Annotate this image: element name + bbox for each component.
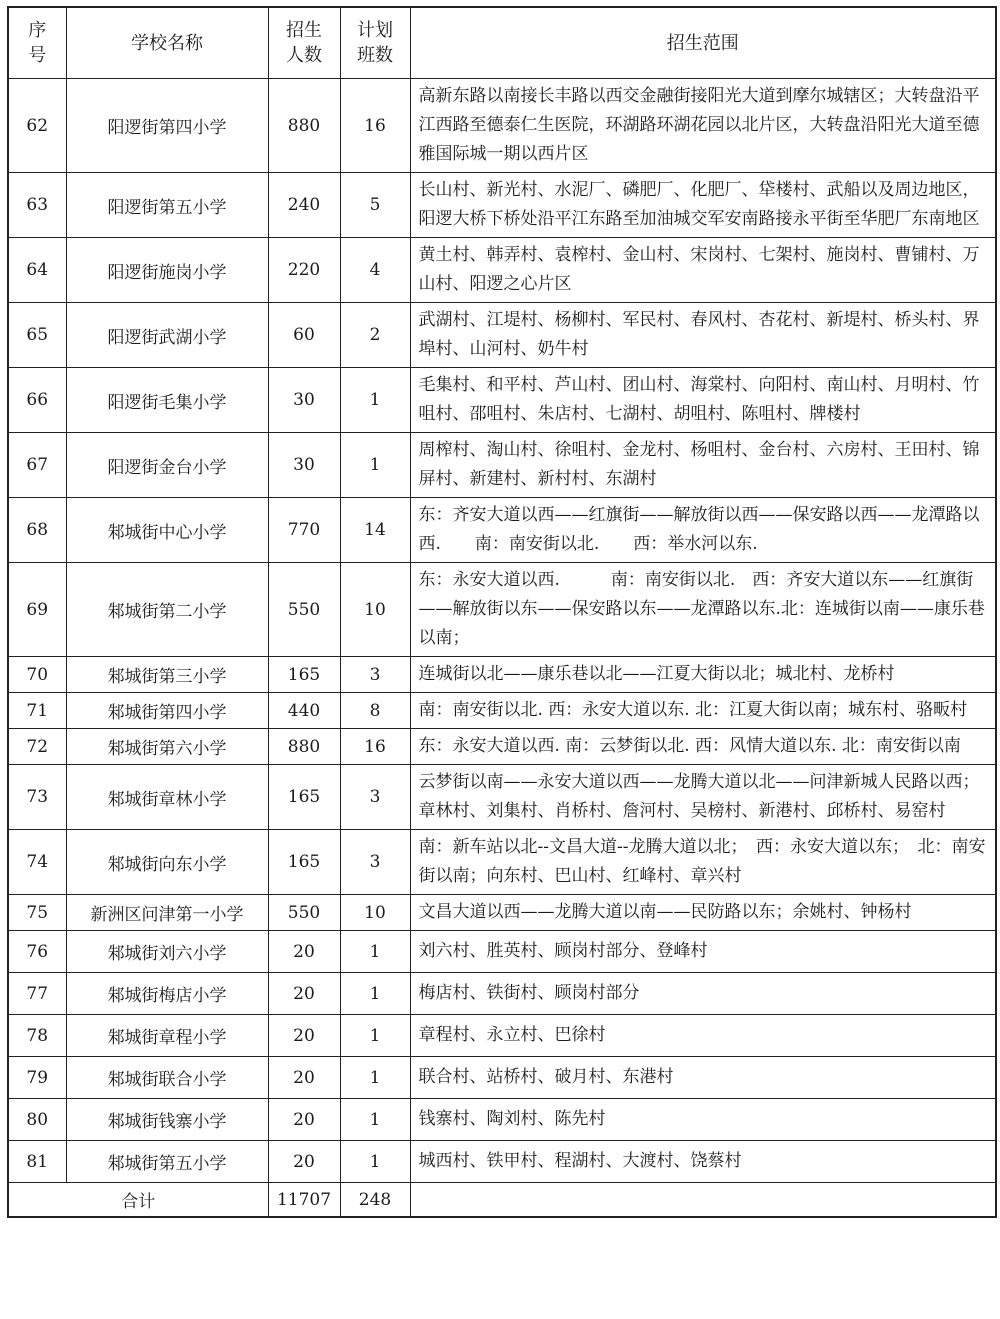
table-row [8,303,996,368]
cell-classes: 10 [340,895,410,931]
total-row [8,1183,996,1218]
cell-classes: 2 [340,303,410,368]
cell-enroll: 165 [268,830,340,895]
cell-enroll: 220 [268,238,340,303]
table-row [8,729,996,765]
cell-enroll: 165 [268,765,340,830]
cell-school: 邾城街第三小学 [66,657,268,693]
cell-range: 南：南安街以北. 西：永安大道以东. 北：江夏大街以南；城东村、骆畈村 [410,693,996,729]
header-range: 招生范围 [410,7,996,79]
table-row [8,173,996,238]
total-classes: 248 [340,1183,410,1218]
table-row [8,563,996,657]
cell-school: 邾城街向东小学 [66,830,268,895]
cell-seq: 66 [8,368,66,433]
table-row [8,368,996,433]
table-row [8,1015,996,1057]
cell-classes: 14 [340,498,410,563]
header-seq: 序号 [8,7,66,79]
table-row [8,238,996,303]
cell-range: 钱寨村、陶刘村、陈先村 [410,1099,996,1141]
cell-classes: 3 [340,765,410,830]
cell-seq: 63 [8,173,66,238]
cell-enroll: 20 [268,1099,340,1141]
cell-school: 阳逻街第四小学 [66,79,268,173]
cell-classes: 1 [340,1099,410,1141]
cell-classes: 3 [340,657,410,693]
cell-school: 邾城街章林小学 [66,765,268,830]
cell-seq: 76 [8,931,66,973]
cell-seq: 72 [8,729,66,765]
total-range-empty [410,1183,996,1218]
cell-school: 阳逻街武湖小学 [66,303,268,368]
cell-range: 长山村、新光村、水泥厂、磷肥厂、化肥厂、牮楼村、武船以及周边地区，阳逻大桥下桥处沿平江东路至加油城交军安南路接永平街至华肥厂东南地区 [410,173,996,238]
cell-enroll: 880 [268,79,340,173]
table-row [8,895,996,931]
cell-school: 邾城街第六小学 [66,729,268,765]
cell-classes: 5 [340,173,410,238]
cell-range: 连城街以北——康乐巷以北——江夏大街以北；城北村、龙桥村 [410,657,996,693]
cell-range: 章程村、永立村、巴徐村 [410,1015,996,1057]
cell-seq: 74 [8,830,66,895]
cell-range: 刘六村、胜英村、顾岗村部分、登峰村 [410,931,996,973]
cell-seq: 80 [8,1099,66,1141]
cell-classes: 1 [340,433,410,498]
cell-classes: 1 [340,368,410,433]
cell-school: 邾城街刘六小学 [66,931,268,973]
cell-range: 南：新车站以北--文昌大道--龙腾大道以北； 西：永安大道以东； 北：南安街以南；向东村、巴山村、红峰村、章兴村 [410,830,996,895]
cell-school: 阳逻街毛集小学 [66,368,268,433]
header-school: 学校名称 [66,7,268,79]
cell-classes: 3 [340,830,410,895]
table-row [8,79,996,173]
cell-school: 阳逻街施岗小学 [66,238,268,303]
cell-enroll: 770 [268,498,340,563]
total-enroll: 11707 [268,1183,340,1218]
header-row [8,7,996,79]
cell-range: 梅店村、铁街村、顾岗村部分 [410,973,996,1015]
cell-seq: 81 [8,1141,66,1183]
cell-school: 邾城街联合小学 [66,1057,268,1099]
cell-range: 毛集村、和平村、芦山村、团山村、海棠村、向阳村、南山村、月明村、竹咀村、邵咀村、朱店村、七湖村、胡咀村、陈咀村、牌楼村 [410,368,996,433]
cell-range: 东：齐安大道以西——红旗街——解放街以西——保安路以西——龙潭路以西. 南：南安街以北. 西：举水河以东. [410,498,996,563]
cell-seq: 70 [8,657,66,693]
cell-enroll: 60 [268,303,340,368]
cell-enroll: 30 [268,433,340,498]
cell-seq: 71 [8,693,66,729]
cell-enroll: 550 [268,563,340,657]
cell-enroll: 20 [268,1057,340,1099]
table-row [8,973,996,1015]
cell-classes: 1 [340,1015,410,1057]
cell-range: 云梦街以南——永安大道以西——龙腾大道以北——问津新城人民路以西；章林村、刘集村、肖桥村、詹河村、吴榜村、新港村、邱桥村、易窑村 [410,765,996,830]
cell-seq: 75 [8,895,66,931]
header-enroll: 招生人数 [268,7,340,79]
cell-classes: 1 [340,973,410,1015]
cell-school: 邾城街钱寨小学 [66,1099,268,1141]
cell-school: 邾城街第二小学 [66,563,268,657]
cell-school: 邾城街梅店小学 [66,973,268,1015]
table-row [8,765,996,830]
cell-range: 黄土村、韩弄村、袁榨村、金山村、宋岗村、七架村、施岗村、曹铺村、万山村、阳逻之心片区 [410,238,996,303]
cell-school: 邾城街中心小学 [66,498,268,563]
cell-school: 阳逻街第五小学 [66,173,268,238]
cell-school: 邾城街章程小学 [66,1015,268,1057]
cell-seq: 77 [8,973,66,1015]
cell-enroll: 20 [268,931,340,973]
cell-seq: 78 [8,1015,66,1057]
cell-classes: 4 [340,238,410,303]
cell-range: 武湖村、江堤村、杨柳村、军民村、春风村、杏花村、新堤村、桥头村、界埠村、山河村、奶牛村 [410,303,996,368]
cell-enroll: 165 [268,657,340,693]
cell-seq: 79 [8,1057,66,1099]
table-row [8,830,996,895]
cell-school: 邾城街第四小学 [66,693,268,729]
cell-range: 东：永安大道以西. 南：云梦街以北. 西：风情大道以东. 北：南安街以南 [410,729,996,765]
cell-classes: 16 [340,79,410,173]
table-row [8,693,996,729]
cell-range: 周榨村、淘山村、徐咀村、金龙村、杨咀村、金台村、六房村、王田村、锦屏村、新建村、新村村、东湖村 [410,433,996,498]
table-row [8,1057,996,1099]
total-label: 合计 [8,1183,268,1218]
cell-seq: 69 [8,563,66,657]
cell-range: 城西村、铁甲村、程湖村、大渡村、饶蔡村 [410,1141,996,1183]
cell-school: 邾城街第五小学 [66,1141,268,1183]
cell-seq: 65 [8,303,66,368]
enrollment-table-container [7,6,995,1218]
cell-classes: 1 [340,1141,410,1183]
cell-seq: 68 [8,498,66,563]
table-row [8,433,996,498]
table-row [8,931,996,973]
cell-school: 新洲区问津第一小学 [66,895,268,931]
table-row [8,657,996,693]
header-classes: 计划班数 [340,7,410,79]
table-row [8,1141,996,1183]
cell-seq: 62 [8,79,66,173]
cell-enroll: 20 [268,973,340,1015]
cell-enroll: 20 [268,1141,340,1183]
cell-classes: 1 [340,931,410,973]
cell-school: 阳逻街金台小学 [66,433,268,498]
cell-enroll: 240 [268,173,340,238]
cell-range: 文昌大道以西——龙腾大道以南——民防路以东；余姚村、钟杨村 [410,895,996,931]
cell-classes: 8 [340,693,410,729]
cell-enroll: 30 [268,368,340,433]
cell-classes: 1 [340,1057,410,1099]
cell-enroll: 440 [268,693,340,729]
cell-range: 联合村、站桥村、破月村、东港村 [410,1057,996,1099]
cell-enroll: 880 [268,729,340,765]
cell-classes: 10 [340,563,410,657]
cell-range: 东：永安大道以西. 南：南安街以北. 西：齐安大道以东——红旗街——解放街以东——保安路以东——龙潭路以东.北：连城街以南——康乐巷以南； [410,563,996,657]
enrollment-table [7,6,997,1218]
table-row [8,498,996,563]
cell-range: 高新东路以南接长丰路以西交金融街接阳光大道到摩尔城辖区；大转盘沿平江西路至德泰仁生医院，环湖路环湖花园以北片区，大转盘沿阳光大道至德雅国际城一期以西片区 [410,79,996,173]
cell-seq: 64 [8,238,66,303]
cell-classes: 16 [340,729,410,765]
cell-seq: 73 [8,765,66,830]
cell-seq: 67 [8,433,66,498]
cell-enroll: 550 [268,895,340,931]
cell-enroll: 20 [268,1015,340,1057]
table-row [8,1099,996,1141]
